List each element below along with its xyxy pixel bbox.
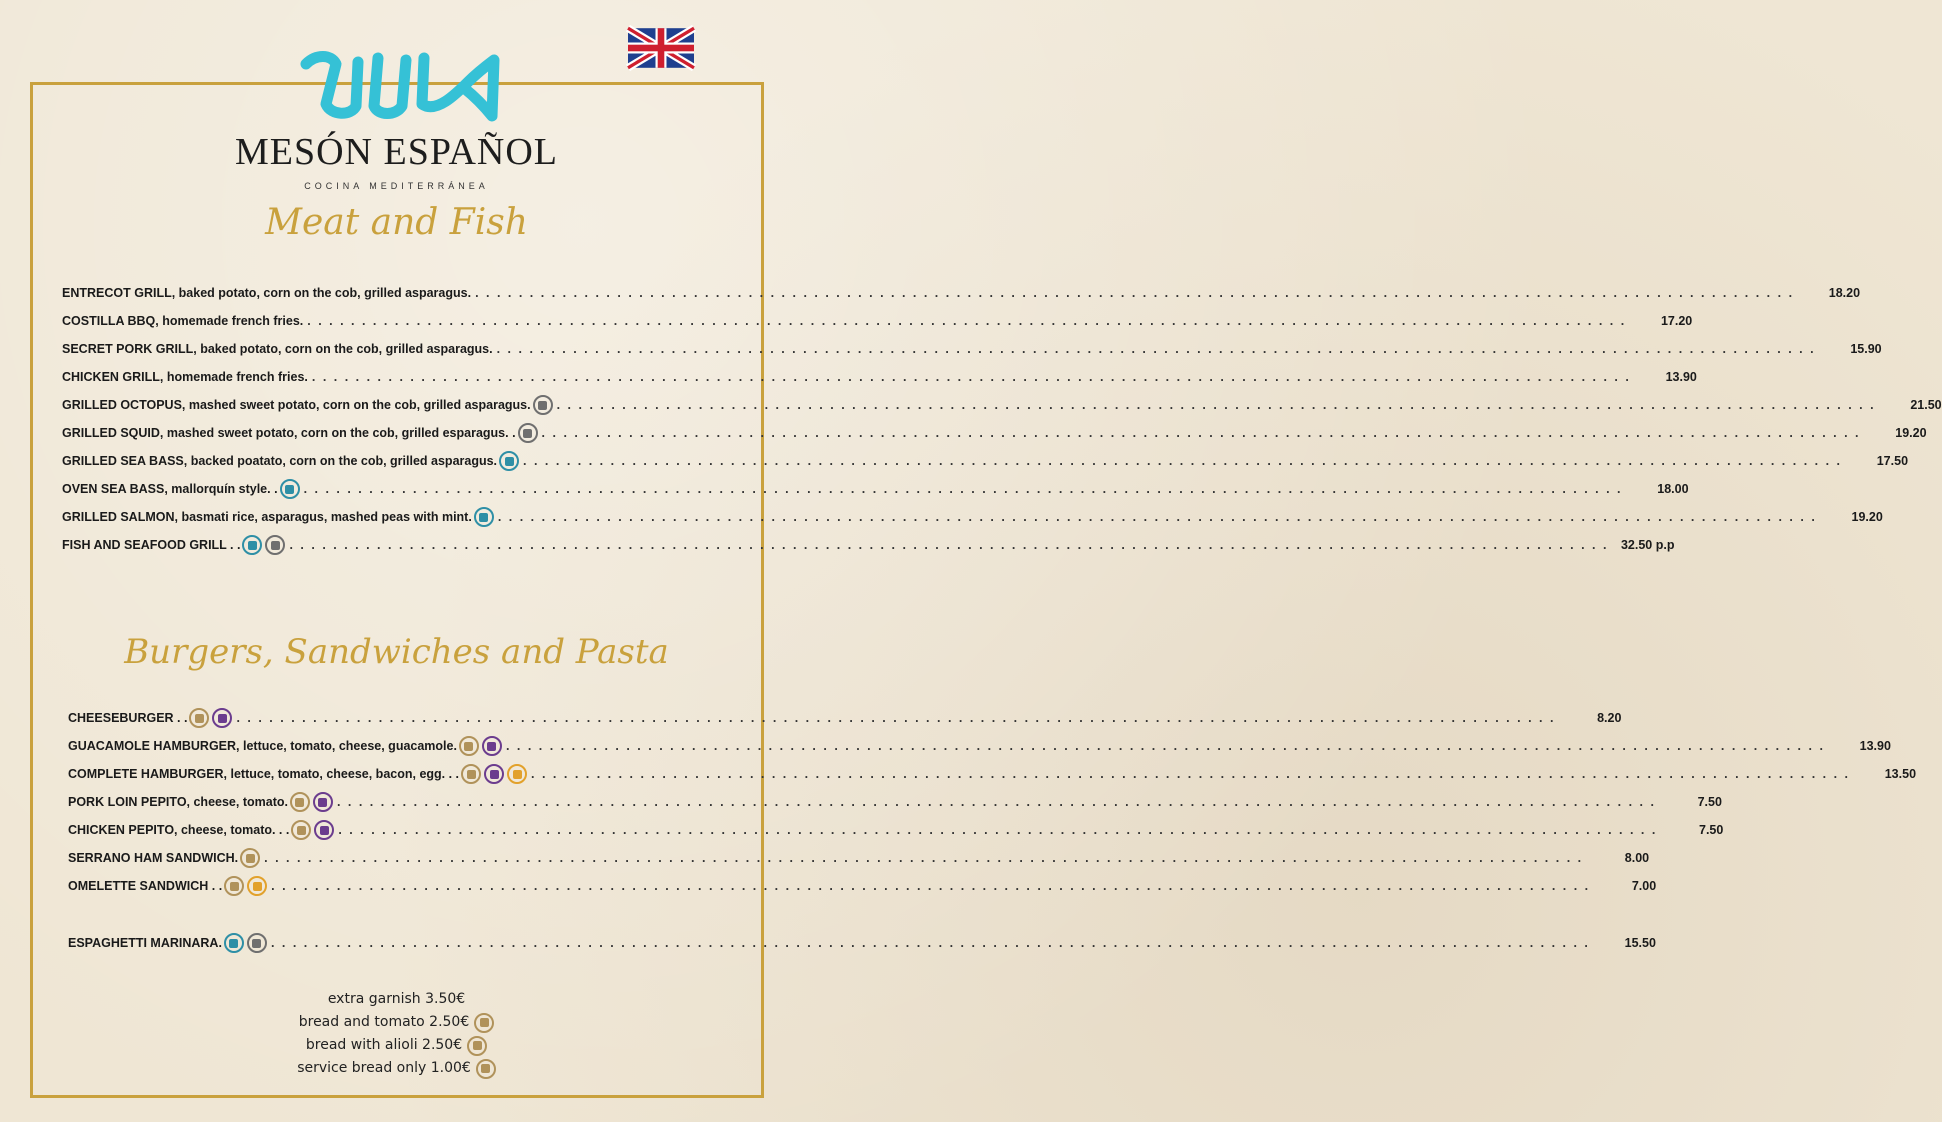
dot-leader: . . . . . . . . . . . . . . . . . . . . . . . . . . . . . . . . . . . . . . . . . . . . . . . . . . . . . . . . . . . . . . . . . . . . . . . . . . . . . . . . . . . . . . . . . . . . . . . . . . . . . . . . . . . . . . . . . . . . . . . . . bbox=[236, 711, 1556, 725]
menu-item-price: 17.50 bbox=[1876, 454, 1909, 468]
menu-item-name: ENTRECOT GRILL, baked potato, corn on the cob, grilled asparagus. bbox=[62, 286, 472, 300]
dot-leader: . . . . . . . . . . . . . . . . . . . . . . . . . . . . . . . . . . . . . . . . . . . . . . . . . . . . . . . . . . . . . . . . . . . . . . . . . . . . . . . . . . . . . . . . . . . . . . . . . . . . . . . . . . . . . . . . . . . . . . . . . bbox=[556, 398, 1876, 412]
gluten-icon bbox=[474, 1013, 494, 1033]
allergen-icons bbox=[459, 736, 502, 756]
menu-item-price: 18.00 bbox=[1657, 482, 1689, 496]
allergen-icons bbox=[291, 820, 334, 840]
menu-item-name: FISH AND SEAFOOD GRILL . . bbox=[62, 538, 241, 552]
gluten-icon bbox=[224, 876, 244, 896]
menu-item-price: 32.50 p.p bbox=[1620, 538, 1675, 552]
section-title-burgers: Burgers, Sandwiches and Pasta bbox=[124, 632, 669, 672]
menu-item bbox=[62, 535, 1675, 555]
gluten-icon bbox=[291, 820, 311, 840]
menu-item-price: 7.00 bbox=[1631, 879, 1657, 893]
menu-item-name: COMPLETE HAMBURGER, lettuce, tomato, cheese, bacon, egg. . . bbox=[68, 767, 460, 781]
dot-leader: . . . . . . . . . . . . . . . . . . . . . . . . . . . . . . . . . . . . . . . . . . . . . . . . . . . . . . . . . . . . . . . . . . . . . . . . . . . . . . . . . . . . . . . . . . . . . . . . . . . . . . . . . . . . . . . . . . . . . . . . . bbox=[303, 482, 1623, 496]
dairy-icon bbox=[482, 736, 502, 756]
menu-item-price: 17.20 bbox=[1660, 314, 1693, 328]
allergen-icons bbox=[290, 792, 333, 812]
allergen-icons bbox=[499, 451, 519, 471]
menu-item-price: 8.00 bbox=[1624, 851, 1650, 865]
extra-item bbox=[0, 988, 793, 1011]
menu-item bbox=[62, 311, 1693, 331]
menu-item bbox=[68, 876, 1657, 896]
menu-item-price: 19.20 bbox=[1895, 426, 1927, 440]
menu-item-name: GRILLED SQUID, mashed sweet potato, corn on the cob, grilled esparagus. . bbox=[62, 426, 516, 440]
extra-item bbox=[0, 1011, 793, 1034]
menu-item-price: 13.90 bbox=[1859, 739, 1891, 753]
gluten-icon bbox=[459, 736, 479, 756]
shellfish-icon bbox=[265, 535, 285, 555]
menu-item-name: CHICKEN GRILL, homemade french fries. bbox=[62, 370, 308, 384]
dot-leader: . . . . . . . . . . . . . . . . . . . . . . . . . . . . . . . . . . . . . . . . . . . . . . . . . . . . . . . . . . . . . . . . . . . . . . . . . . . . . . . . . . . . . . . . . . . . . . . . . . . . . . . . . . . . . . . . . . . . . . . . . bbox=[523, 454, 1843, 468]
menu-item-price: 21.50 bbox=[1910, 398, 1942, 412]
gluten-icon bbox=[476, 1059, 496, 1079]
menu-item bbox=[62, 395, 1942, 415]
dot-leader: . . . . . . . . . . . . . . . . . . . . . . . . . . . . . . . . . . . . . . . . . . . . . . . . . . . . . . . . . . . . . . . . . . . . . . . . . . . . . . . . . . . . . . . . . . . . . . . . . . . . . . . . . . . . . . . . . . . . . . . . . bbox=[497, 510, 1817, 524]
uk-flag-icon[interactable] bbox=[628, 28, 694, 68]
shellfish-icon bbox=[533, 395, 553, 415]
menu-item-name: SERRANO HAM SANDWICH. bbox=[68, 851, 239, 865]
menu-item-name: CHEESEBURGER . . bbox=[68, 711, 188, 725]
menu-item-price: 13.50 bbox=[1884, 767, 1917, 781]
egg-icon bbox=[507, 764, 527, 784]
dot-leader: . . . . . . . . . . . . . . . . . . . . . . . . . . . . . . . . . . . . . . . . . . . . . . . . . . . . . . . . . . . . . . . . . . . . . . . . . . . . . . . . . . . . . . . . . . . . . . . . . . . . . . . . . . . . . . . . . . . . . . . . . bbox=[264, 851, 1584, 865]
dairy-icon bbox=[314, 820, 334, 840]
menu-item bbox=[68, 848, 1650, 868]
menu-item-name: SECRET PORK GRILL, baked potato, corn on the cob, grilled asparagus. bbox=[62, 342, 493, 356]
dot-leader: . . . . . . . . . . . . . . . . . . . . . . . . . . . . . . . . . . . . . . . . . . . . . . . . . . . . . . . . . . . . . . . . . . . . . . . . . . . . . . . . . . . . . . . . . . . . . . . . . . . . . . . . . . . . . . . . . . . . . . . . . bbox=[541, 426, 1861, 440]
gluten-icon bbox=[467, 1036, 487, 1056]
fish-logo-icon bbox=[296, 44, 500, 124]
shellfish-icon bbox=[247, 933, 267, 953]
extra-item-text: bread and tomato 2.50€ bbox=[298, 1014, 470, 1030]
menu-item-price: 15.90 bbox=[1850, 342, 1882, 356]
allergen-icons bbox=[224, 876, 267, 896]
dot-leader: . . . . . . . . . . . . . . . . . . . . . . . . . . . . . . . . . . . . . . . . . . . . . . . . . . . . . . . . . . . . . . . . . . . . . . . . . . . . . . . . . . . . . . . . . . . . . . . . . . . . . . . . . . . . . . . . . . . . . . . . . bbox=[270, 936, 1590, 950]
allergen-icons bbox=[518, 423, 538, 443]
gluten-icon bbox=[189, 708, 209, 728]
menu-item bbox=[62, 339, 1882, 359]
fish-icon bbox=[280, 479, 300, 499]
menu-item bbox=[68, 764, 1917, 784]
menu-item bbox=[62, 451, 1909, 471]
dot-leader: . . . . . . . . . . . . . . . . . . . . . . . . . . . . . . . . . . . . . . . . . . . . . . . . . . . . . . . . . . . . . . . . . . . . . . . . . . . . . . . . . . . . . . . . . . . . . . . . . . . . . . . . . . . . . . . . . . . . . . . . . bbox=[505, 739, 1825, 753]
menu-item bbox=[62, 479, 1689, 499]
extra-item-text: bread with alioli 2.50€ bbox=[305, 1037, 463, 1053]
menu-item-name: GRILLED SALMON, basmati rice, asparagus, mashed peas with mint. bbox=[62, 510, 472, 524]
gluten-icon bbox=[240, 848, 260, 868]
fish-icon bbox=[474, 507, 494, 527]
menu-item-price: 7.50 bbox=[1699, 823, 1724, 837]
dot-leader: . . . . . . . . . . . . . . . . . . . . . . . . . . . . . . . . . . . . . . . . . . . . . . . . . . . . . . . . . . . . . . . . . . . . . . . . . . . . . . . . . . . . . . . . . . . . . . . . . . . . . . . . . . . . . . . . . . . . . . . . . bbox=[336, 795, 1656, 809]
menu-item bbox=[68, 708, 1622, 728]
extra-item bbox=[0, 1057, 793, 1080]
egg-icon bbox=[247, 876, 267, 896]
extra-item-text: service bread only 1.00€ bbox=[297, 1060, 471, 1076]
menu-item bbox=[62, 367, 1697, 387]
menu-item bbox=[62, 283, 1861, 303]
dot-leader: . . . . . . . . . . . . . . . . . . . . . . . . . . . . . . . . . . . . . . . . . . . . . . . . . . . . . . . . . . . . . . . . . . . . . . . . . . . . . . . . . . . . . . . . . . . . . . . . . . . . . . . . . . . . . . . . . . . . . . . . . bbox=[475, 286, 1795, 300]
shellfish-icon bbox=[518, 423, 538, 443]
menu-item-name: GUACAMOLE HAMBURGER, lettuce, tomato, cheese, guacamole. bbox=[68, 739, 457, 753]
allergen-icons bbox=[224, 933, 267, 953]
allergen-icons bbox=[474, 507, 494, 527]
dot-leader: . . . . . . . . . . . . . . . . . . . . . . . . . . . . . . . . . . . . . . . . . . . . . . . . . . . . . . . . . . . . . . . . . . . . . . . . . . . . . . . . . . . . . . . . . . . . . . . . . . . . . . . . . . . . . . . . . . . . . . . . . bbox=[307, 314, 1627, 328]
menu-item-name: COSTILLA BBQ, homemade french fries. bbox=[62, 314, 304, 328]
menu-item-name: ESPAGHETTI MARINARA. bbox=[68, 936, 222, 950]
allergen-icons bbox=[240, 848, 260, 868]
allergen-icons bbox=[280, 479, 300, 499]
menu-item bbox=[62, 423, 1927, 443]
extra-item bbox=[0, 1034, 793, 1057]
menu-item bbox=[68, 792, 1722, 812]
dot-leader: . . . . . . . . . . . . . . . . . . . . . . . . . . . . . . . . . . . . . . . . . . . . . . . . . . . . . . . . . . . . . . . . . . . . . . . . . . . . . . . . . . . . . . . . . . . . . . . . . . . . . . . . . . . . . . . . . . . . . . . . . bbox=[311, 370, 1631, 384]
allergen-icons bbox=[189, 708, 232, 728]
extras-list bbox=[0, 988, 793, 1080]
menu-item-name: CHICKEN PEPITO, cheese, tomato. . . bbox=[68, 823, 290, 837]
menu-item-price: 19.20 bbox=[1851, 510, 1883, 524]
menu-item-name: PORK LOIN PEPITO, cheese, tomato. bbox=[68, 795, 288, 809]
section-title-meat-fish: Meat and Fish bbox=[265, 202, 528, 243]
dairy-icon bbox=[313, 792, 333, 812]
extra-item-text: extra garnish 3.50€ bbox=[327, 991, 466, 1007]
gluten-icon bbox=[461, 764, 481, 784]
menu-item bbox=[68, 820, 1724, 840]
brand-name: MESÓN ESPAÑOL bbox=[234, 131, 559, 173]
dot-leader: . . . . . . . . . . . . . . . . . . . . . . . . . . . . . . . . . . . . . . . . . . . . . . . . . . . . . . . . . . . . . . . . . . . . . . . . . . . . . . . . . . . . . . . . . . . . . . . . . . . . . . . . . . . . . . . . . . . . . . . . . bbox=[338, 823, 1658, 837]
menu-item bbox=[68, 933, 1656, 953]
dairy-icon bbox=[212, 708, 232, 728]
menu-item bbox=[62, 507, 1883, 527]
allergen-icons bbox=[242, 535, 285, 555]
menu-item-price: 13.90 bbox=[1665, 370, 1697, 384]
menu-item-name: GRILLED OCTOPUS, mashed sweet potato, corn on the cob, grilled asparagus. bbox=[62, 398, 531, 412]
menu-item-price: 18.20 bbox=[1828, 286, 1861, 300]
dot-leader: . . . . . . . . . . . . . . . . . . . . . . . . . . . . . . . . . . . . . . . . . . . . . . . . . . . . . . . . . . . . . . . . . . . . . . . . . . . . . . . . . . . . . . . . . . . . . . . . . . . . . . . . . . . . . . . . . . . . . . . . . bbox=[271, 879, 1591, 893]
menu-item bbox=[68, 736, 1891, 756]
brand-subtitle: COCINA MEDITERRÁNEA bbox=[304, 181, 489, 191]
menu-item-name: OMELETTE SANDWICH . . bbox=[68, 879, 223, 893]
menu-item-name: OVEN SEA BASS, mallorquín style. . bbox=[62, 482, 278, 496]
menu-item-price: 15.50 bbox=[1624, 936, 1656, 950]
allergen-icons bbox=[533, 395, 553, 415]
menu-item-price: 8.20 bbox=[1597, 711, 1622, 725]
menu-item-name: GRILLED SEA BASS, backed poatato, corn on the cob, grilled asparagus. bbox=[62, 454, 498, 468]
dairy-icon bbox=[484, 764, 504, 784]
fish-icon bbox=[242, 535, 262, 555]
dot-leader: . . . . . . . . . . . . . . . . . . . . . . . . . . . . . . . . . . . . . . . . . . . . . . . . . . . . . . . . . . . . . . . . . . . . . . . . . . . . . . . . . . . . . . . . . . . . . . . . . . . . . . . . . . . . . . . . . . . . . . . . . bbox=[531, 767, 1851, 781]
dot-leader: . . . . . . . . . . . . . . . . . . . . . . . . . . . . . . . . . . . . . . . . . . . . . . . . . . . . . . . . . . . . . . . . . . . . . . . . . . . . . . . . . . . . . . . . . . . . . . . . . . . . . . . . . . . . . . . . . . . . . . . . . bbox=[289, 538, 1609, 552]
dot-leader: . . . . . . . . . . . . . . . . . . . . . . . . . . . . . . . . . . . . . . . . . . . . . . . . . . . . . . . . . . . . . . . . . . . . . . . . . . . . . . . . . . . . . . . . . . . . . . . . . . . . . . . . . . . . . . . . . . . . . . . . . bbox=[496, 342, 1816, 356]
fish-icon bbox=[499, 451, 519, 471]
fish-icon bbox=[224, 933, 244, 953]
menu-item-price: 7.50 bbox=[1697, 795, 1722, 809]
allergen-icons bbox=[461, 764, 527, 784]
gluten-icon bbox=[290, 792, 310, 812]
